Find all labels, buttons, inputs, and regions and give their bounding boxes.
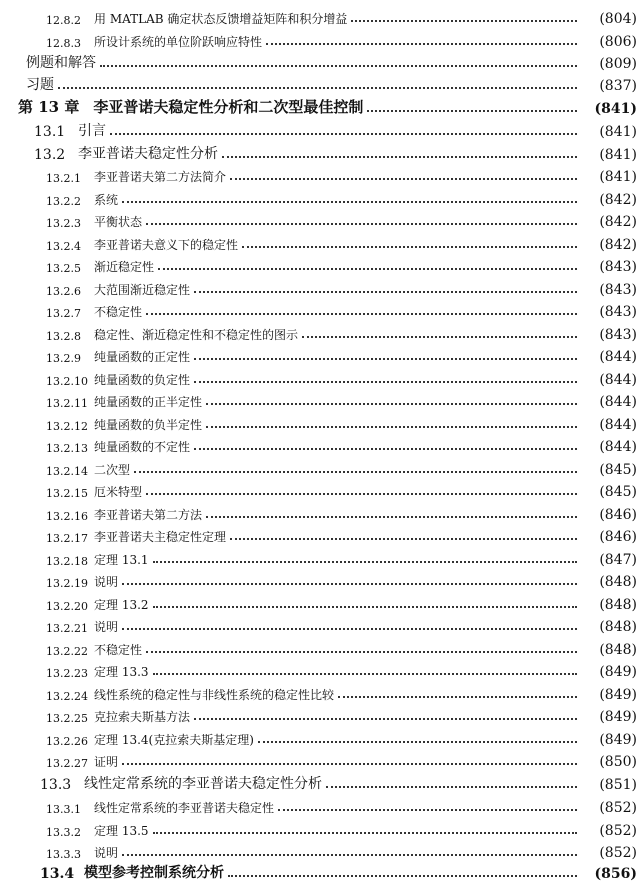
entry-number: 13.2.20 [46,600,88,613]
entry-title: 说明 [94,575,119,589]
dot-leader [230,178,577,180]
entry-page: (849) [599,687,637,703]
toc-entry-13-2-21[interactable] [0,613,637,635]
toc-entry-13-3-3[interactable] [0,839,637,861]
entry-page: (848) [599,642,637,658]
entry-page: (849) [599,709,637,725]
entry-page: (842) [599,214,637,230]
dot-leader [206,516,577,518]
entry-number: 13.2.21 [46,622,88,635]
entry-page: (843) [599,282,637,298]
dot-leader [194,291,577,293]
dot-leader [266,43,577,45]
entry-number: 第 13 章 [18,98,80,116]
entry-number: 13.2.17 [46,532,88,545]
entry-page: (845) [599,462,637,478]
entry-page: (844) [599,394,637,410]
dot-leader [206,426,577,428]
entry-number: 13.2.22 [46,645,88,658]
entry-number: 13.2.4 [46,240,81,253]
entry-title: 纯量函数的不定性 [94,440,191,454]
entry-number: 13.2.6 [46,285,81,298]
entry-title: 说明 [94,846,119,860]
entry-title: 纯量函数的负半定性 [94,418,203,432]
entry-page: (846) [599,507,637,523]
entry-number: 13.3 [40,777,72,793]
entry-title: 克拉索夫斯基方法 [94,710,191,724]
dot-leader [146,223,577,225]
dot-leader [351,20,577,22]
toc-entry-13-2-20[interactable] [0,591,637,613]
entry-title: 不稳定性 [94,305,143,319]
dot-leader [278,809,577,811]
entry-title: 模型参考控制系统分析 [84,865,224,881]
toc-entry-13-1[interactable] [0,118,637,140]
toc-entry-13-2-11[interactable] [0,388,637,410]
entry-number: 13.3.1 [46,803,81,816]
entry-page: (841) [599,169,637,185]
entry-number: 13.2.10 [46,375,88,388]
dot-leader [153,606,577,608]
entry-title: 线性系统的稳定性与非线性系统的稳定性比较 [94,688,335,702]
entry-page: (841) [599,147,637,163]
toc-entry-13-2-15[interactable] [0,478,637,500]
toc-entry-chapter-13[interactable] [0,95,637,117]
entry-page: (845) [599,484,637,500]
entry-page: (852) [599,823,637,839]
toc-entry-13-2-2[interactable] [0,186,637,208]
dot-leader [194,718,577,720]
entry-page: (844) [599,349,637,365]
entry-page: (841) [599,124,637,140]
dot-leader [228,875,577,877]
entry-number: 13.2.18 [46,555,88,568]
dot-leader [110,133,577,135]
dot-leader [230,538,577,540]
dot-leader [122,763,577,765]
entry-page: (848) [599,597,637,613]
dot-leader [122,854,577,856]
entry-title: 稳定性、渐近稳定性和不稳定性的图示 [94,328,299,342]
entry-number: 13.2.11 [46,397,88,410]
entry-number: 13.2.1 [46,172,81,185]
dot-leader [122,583,577,585]
toc-entry-13-3-2[interactable] [0,817,637,839]
toc-entry-examples[interactable] [0,50,637,72]
toc-entry-13-4[interactable] [0,860,637,882]
toc-entry-13-2-10[interactable] [0,366,637,388]
entry-page: (841) [594,101,637,117]
entry-number: 13.2.3 [46,217,81,230]
entry-page: (852) [599,800,637,816]
toc-entry-13-2-22[interactable] [0,636,637,658]
dot-leader [153,561,577,563]
entry-number: 13.3.3 [46,848,81,861]
dot-leader [146,651,577,653]
dot-leader [153,673,577,675]
entry-title: 定理 13.1 [94,553,149,567]
entry-page: (837) [599,78,637,94]
entry-title: 李亚普诺夫主稳定性定理 [94,530,227,544]
toc-entry-13-3-1[interactable] [0,794,637,816]
entry-title: 厄米特型 [94,485,143,499]
toc-entry-13-2-7[interactable] [0,298,637,320]
entry-title: 引言 [78,123,106,139]
entry-page: (852) [599,845,637,861]
entry-page: (806) [599,34,637,50]
entry-page: (847) [599,552,637,568]
entry-number: 13.2.16 [46,510,88,523]
dot-leader [326,786,577,788]
entry-number: 13.2.2 [46,195,81,208]
entry-number: 13.2.15 [46,487,88,500]
entry-number: 13.4 [40,866,75,882]
entry-title: 纯量函数的负定性 [94,373,191,387]
entry-number: 13.2.23 [46,667,88,680]
entry-number: 12.8.2 [46,14,81,27]
entry-title: 渐近稳定性 [94,260,155,274]
entry-title: 定理 13.4(克拉索夫斯基定理) [94,733,254,747]
entry-number: 13.1 [34,124,66,140]
entry-title: 例题和解答 [26,55,96,71]
entry-page: (849) [599,664,637,680]
toc-entry-13-2[interactable] [0,141,637,163]
entry-title: 平衡状态 [94,215,143,229]
toc-entry-13-2-23[interactable] [0,658,637,680]
dot-leader [58,87,577,89]
entry-number: 13.2.14 [46,465,88,478]
toc-entry-13-2-12[interactable] [0,411,637,433]
entry-number: 13.2.13 [46,442,88,455]
toc-entry-13-2-16[interactable] [0,501,637,523]
entry-title: 纯量函数的正半定性 [94,395,203,409]
entry-number: 13.2.5 [46,262,81,275]
entry-title: 纯量函数的正定性 [94,350,191,364]
entry-number: 13.2.9 [46,352,81,365]
dot-leader [258,741,577,743]
dot-leader [153,832,577,834]
toc-entry-12-8-3[interactable] [0,28,637,50]
entry-number: 13.2.19 [46,577,88,590]
entry-page: (804) [599,11,637,27]
dot-leader [146,313,577,315]
toc-entry-13-2-9[interactable] [0,343,637,365]
toc-entry-13-2-18[interactable] [0,546,637,568]
entry-title: 所设计系统的单位阶跃响应特性 [94,35,263,49]
toc-entry-13-2-3[interactable] [0,208,637,230]
entry-number: 13.3.2 [46,826,81,839]
entry-page: (848) [599,574,637,590]
entry-page: (843) [599,327,637,343]
entry-number: 13.2.12 [46,420,88,433]
toc-entry-13-2-5[interactable] [0,253,637,275]
dot-leader [194,381,577,383]
entry-title: 李亚普诺夫稳定性分析和二次型最佳控制 [93,98,364,116]
dot-leader [206,403,577,405]
entry-title: 定理 13.5 [94,824,149,838]
dot-leader [100,65,577,67]
entry-number: 13.2.25 [46,712,88,725]
entry-number: 13.2 [34,147,66,163]
entry-title: 李亚普诺夫第二方法 [94,508,203,522]
toc-entry-13-2-26[interactable] [0,726,637,748]
toc-entry-12-8-2[interactable] [0,5,637,27]
entry-number: 13.2.26 [46,735,88,748]
dot-leader [367,110,577,112]
entry-page: (843) [599,259,637,275]
entry-page: (844) [599,439,637,455]
dot-leader [134,471,577,473]
toc-entry-13-2-14[interactable] [0,456,637,478]
entry-page: (856) [594,866,637,882]
dot-leader [146,493,577,495]
entry-number: 13.2.27 [46,757,88,770]
toc-entry-13-2-27[interactable] [0,748,637,770]
toc-entry-13-3[interactable] [0,771,637,793]
entry-title: 定理 13.3 [94,665,149,679]
dot-leader [222,156,577,158]
entry-title: 系统 [94,193,119,207]
entry-page: (846) [599,529,637,545]
entry-title: 李亚普诺夫稳定性分析 [78,146,218,162]
toc-entry-13-2-25[interactable] [0,703,637,725]
entry-title: 不稳定性 [94,643,143,657]
entry-title: 线性定常系统的李亚普诺夫稳定性 [94,801,275,815]
dot-leader [122,628,577,630]
toc-entry-13-2-6[interactable] [0,276,637,298]
entry-title: 证明 [94,755,119,769]
entry-title: 习题 [26,77,54,93]
entry-number: 13.2.24 [46,690,88,703]
dot-leader [302,336,577,338]
entry-page: (848) [599,619,637,635]
entry-title: 说明 [94,620,119,634]
entry-title: 定理 13.2 [94,598,149,612]
dot-leader [338,696,577,698]
entry-page: (849) [599,732,637,748]
toc-entry-13-2-13[interactable] [0,433,637,455]
entry-title: 李亚普诺夫第二方法简介 [94,170,227,184]
entry-page: (851) [599,777,637,793]
toc-entry-13-2-19[interactable] [0,568,637,590]
entry-page: (843) [599,304,637,320]
toc-entry-13-2-17[interactable] [0,523,637,545]
entry-number: 13.2.7 [46,307,81,320]
dot-leader [242,246,577,248]
entry-title: 李亚普诺夫意义下的稳定性 [94,238,239,252]
toc-entry-13-2-8[interactable] [0,321,637,343]
toc-entry-exercises[interactable] [0,72,637,94]
entry-page: (850) [599,754,637,770]
dot-leader [194,448,577,450]
entry-page: (842) [599,192,637,208]
entry-title: 二次型 [94,463,131,477]
entry-number: 12.8.3 [46,37,81,50]
toc-entry-13-2-24[interactable] [0,681,637,703]
entry-number: 13.2.8 [46,330,81,343]
dot-leader [194,358,577,360]
entry-page: (844) [599,372,637,388]
entry-title: 线性定常系统的李亚普诺夫稳定性分析 [84,776,322,792]
entry-page: (809) [599,56,637,72]
entry-page: (844) [599,417,637,433]
dot-leader [122,201,577,203]
dot-leader [158,268,577,270]
entry-page: (842) [599,237,637,253]
toc-entry-13-2-4[interactable] [0,231,637,253]
entry-title: 用 MATLAB 确定状态反馈增益矩阵和积分增益 [94,12,348,26]
toc-entry-13-2-1[interactable] [0,163,637,185]
entry-title: 大范围渐近稳定性 [94,283,191,297]
